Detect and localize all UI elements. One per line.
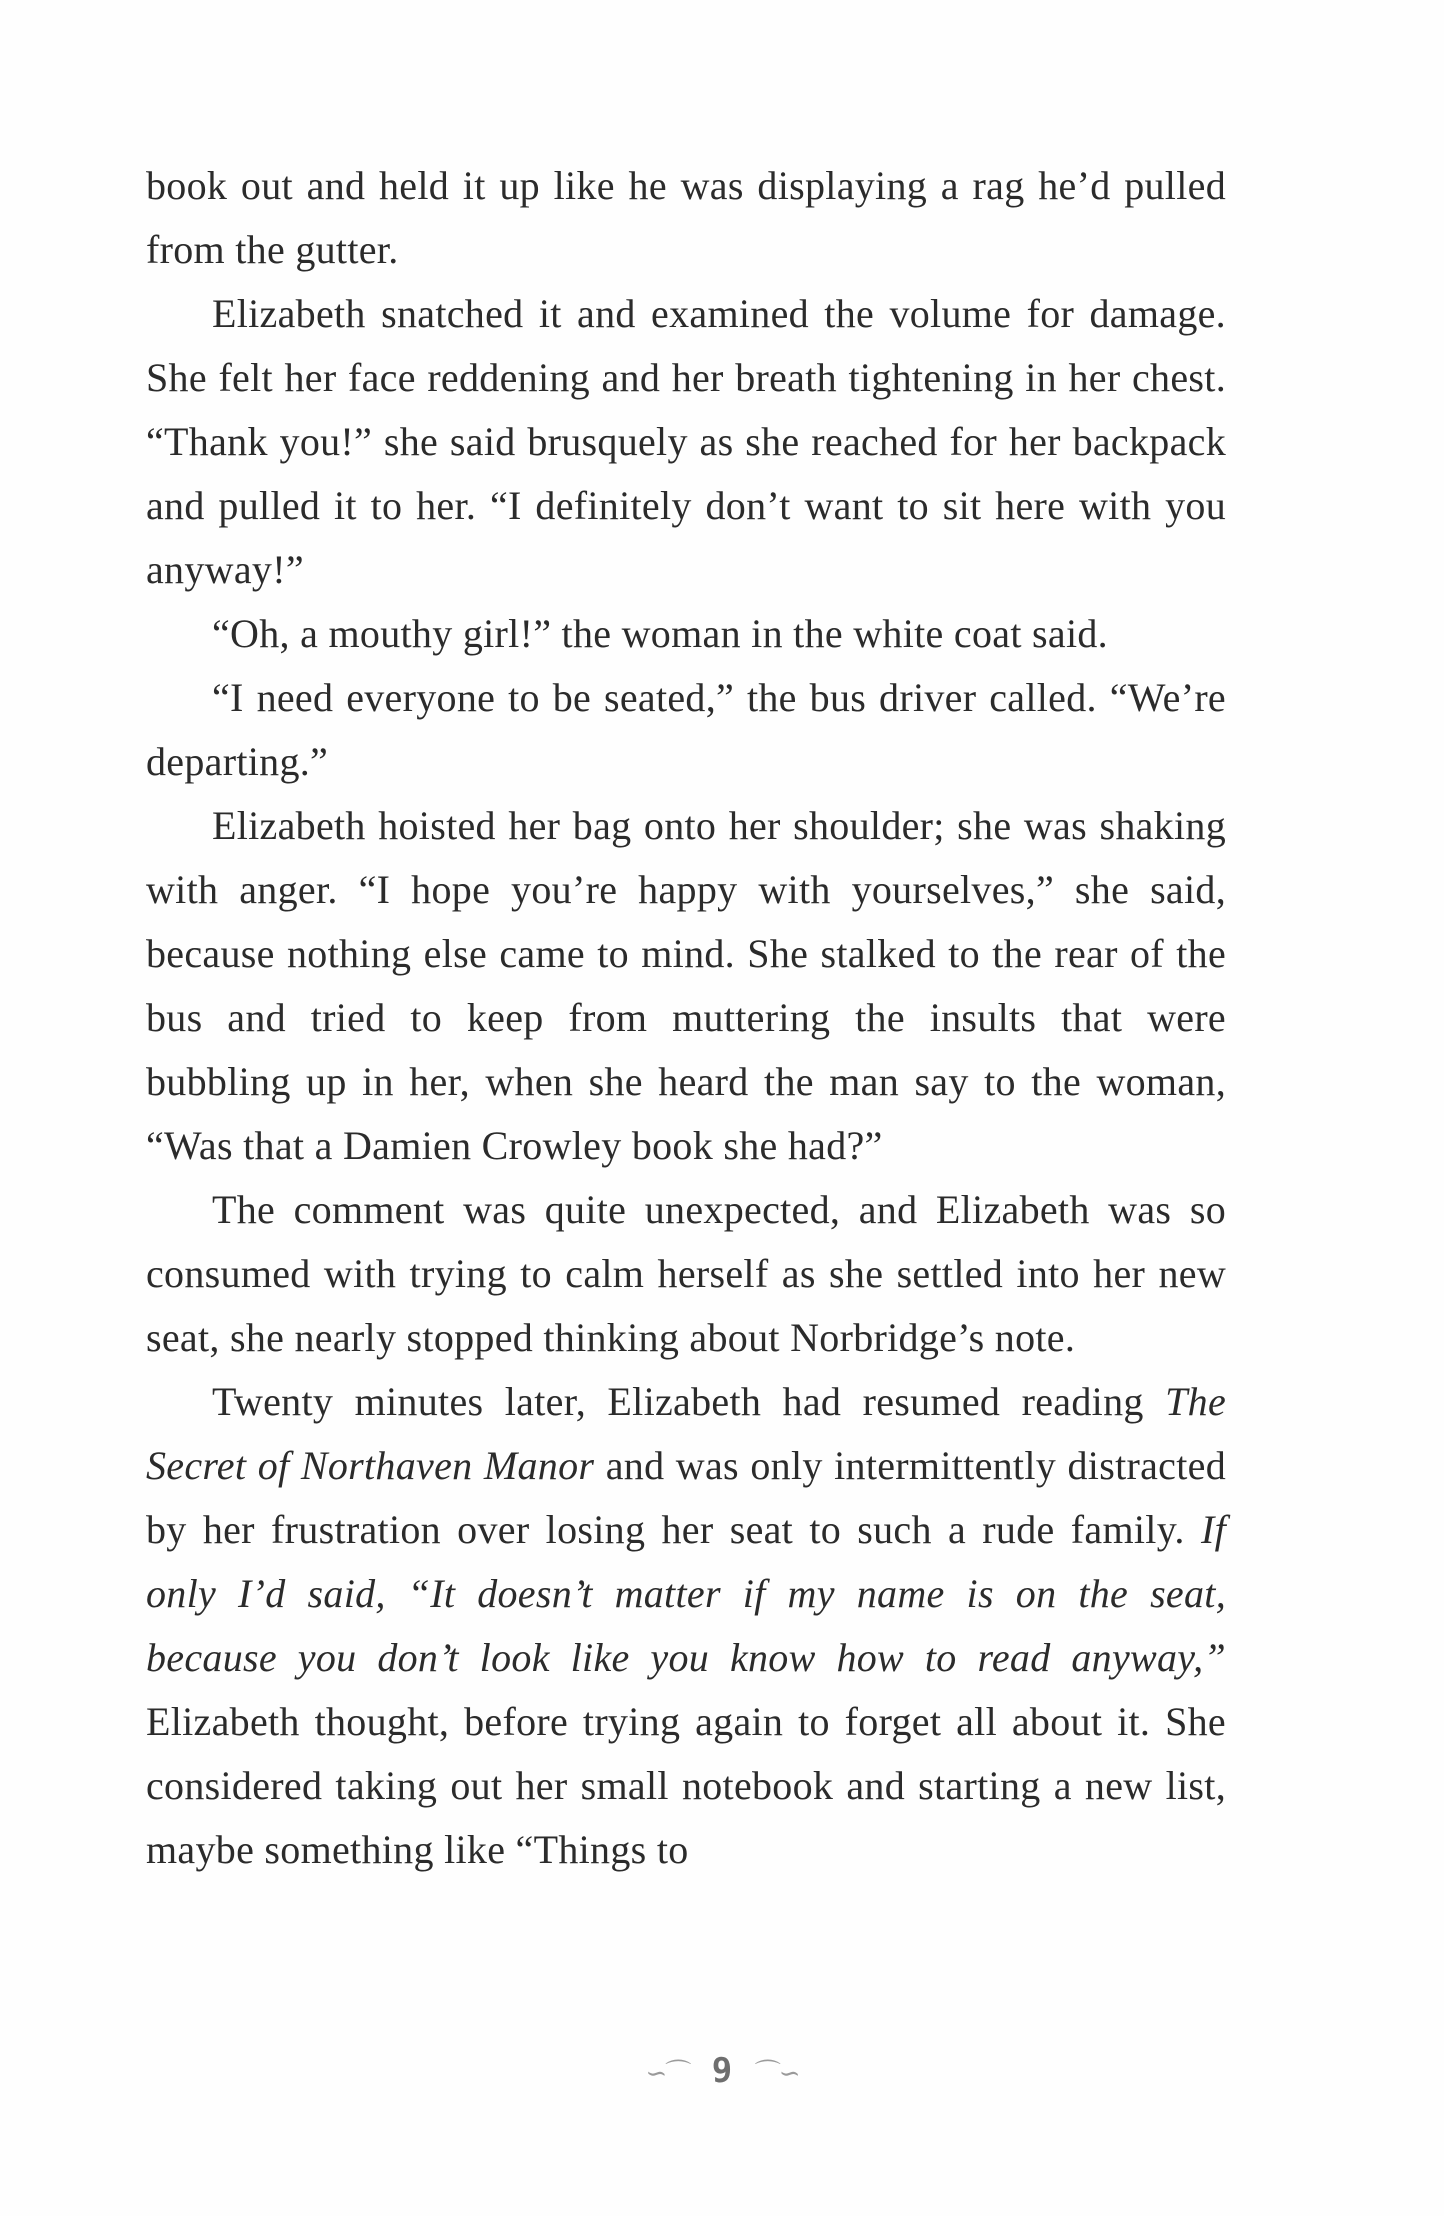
page-footer — [0, 2050, 1444, 2091]
paragraph-text: The comment was quite unexpected, and Elizabeth was so consumed with trying to calm herself as she settled into her new seat, she nearly stopped thinking about Norbridge’s note. — [146, 1187, 1226, 1360]
paragraph — [146, 1370, 1226, 1882]
body-text — [146, 154, 1226, 1882]
paragraph — [146, 794, 1226, 1178]
paragraph — [146, 666, 1226, 794]
italic-text: The Secret of Northaven Manor — [146, 1379, 1226, 1488]
italic-text: If only I’d said, “It doesn’t matter if my name is on the seat, because you don’t look like you know how to read anyway,” — [146, 1507, 1226, 1680]
paragraph-text: Elizabeth hoisted her bag onto her shoulder; she was shaking with anger. “I hope you’re happy with yourselves,” she said, because nothing else came to mind. She stalked to the rear of the bus and tried to keep from muttering the insults that were bubbling up in her, when she heard the man say to the woman, “Was that a Damien Crowley book she had?” — [146, 803, 1226, 1168]
right-ornament: ⌒∽ — [754, 2058, 799, 2088]
paragraph-text: and was only intermittently distracted by her frustration over losing her seat to such a rude family. — [146, 1443, 1226, 1552]
paragraph — [146, 282, 1226, 602]
paragraph-text: “I need everyone to be seated,” the bus driver called. “We’re departing.” — [146, 675, 1226, 784]
paragraph-text: book out and held it up like he was displaying a rag he’d pulled from the gutter. — [146, 163, 1226, 272]
paragraph-text: Elizabeth thought, before trying again to forget all about it. She considered taking out her small notebook and starting a new list, maybe something like “Things to — [146, 1699, 1226, 1872]
paragraph-text: Elizabeth snatched it and examined the volume for damage. She felt her face reddening and her breath tightening in her chest. “Thank you!” she said brusquely as she reached for her backpack and pulled it to her. “I definitely don’t want to sit here with you anyway!” — [146, 291, 1226, 592]
paragraph — [146, 602, 1226, 666]
page-number: 9 — [711, 2051, 733, 2092]
paragraph-text: “Oh, a mouthy girl!” the woman in the white coat said. — [212, 611, 1108, 656]
paragraph — [146, 1178, 1226, 1370]
paragraph-text: Twenty minutes later, Elizabeth had resumed reading — [212, 1379, 1166, 1424]
left-ornament: ∽⌒ — [645, 2058, 690, 2088]
paragraph — [146, 154, 1226, 282]
